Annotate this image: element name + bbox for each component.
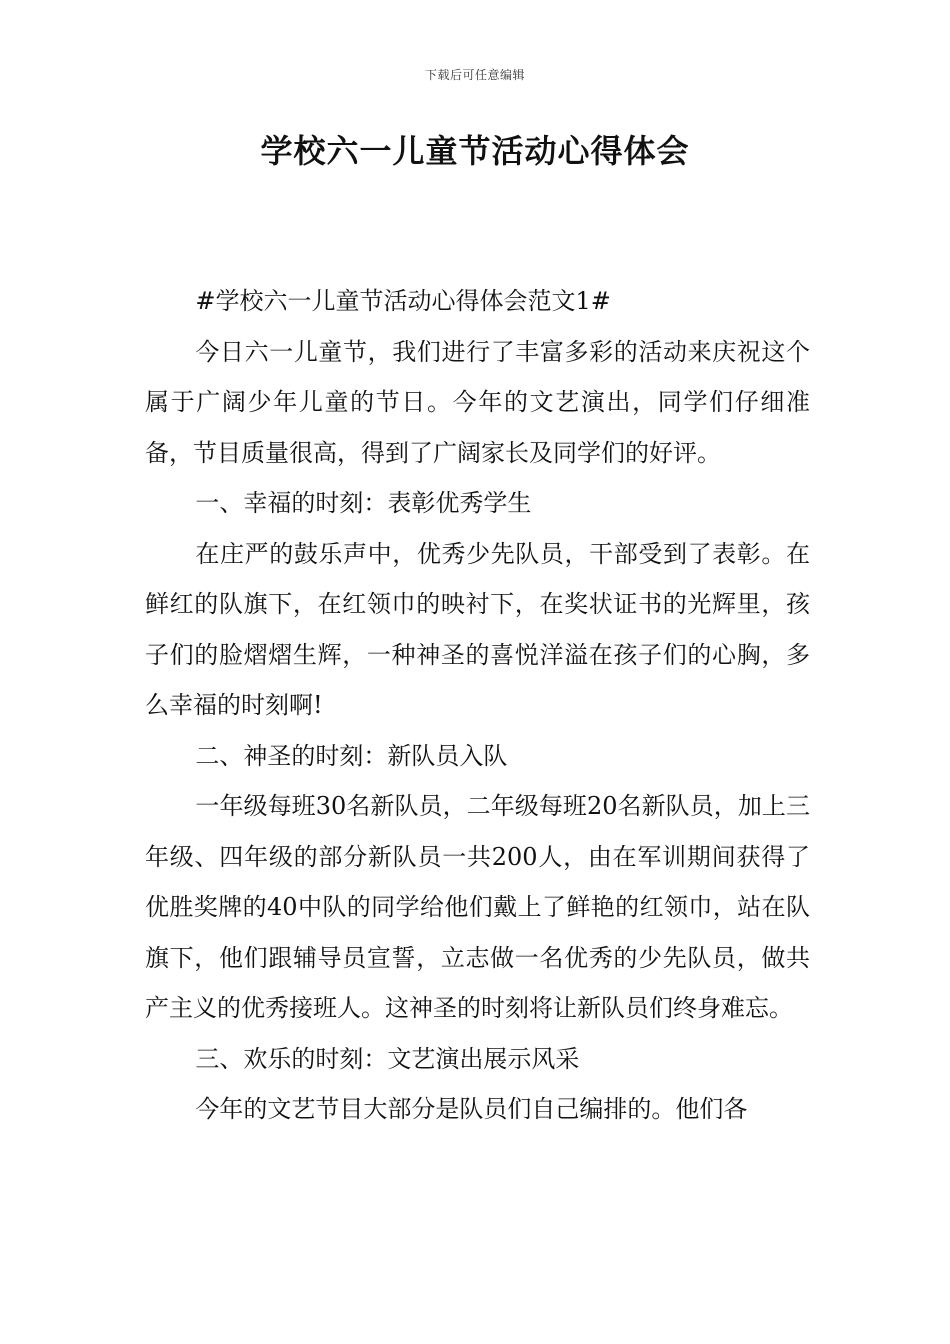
paragraph: 今日六一儿童节，我们进行了丰富多彩的活动来庆祝这个属于广阔少年儿童的节日。今年的文艺演出，同学们仔细准备，节目质量很高，得到了广阔家长及同学们的好评。 <box>145 337 810 467</box>
section-heading: 三、欢乐的时刻：文艺演出展示风采 <box>195 1044 580 1073</box>
paragraph: 一年级每班30名新队员，二年级每班20名新队员，加上三年级、四年级的部分新队员一共200人，由在军训期间获得了优胜奖牌的40中队的同学给他们戴上了鲜艳的红领巾，站在队旗下，他们跟辅导员宣誓，立志做一名优秀的少先队员，做共产主义的优秀接班人。这神圣的时刻将让新队员们终身难忘。 <box>145 792 810 1022</box>
section-heading: 一、幸福的时刻：表彰优秀学生 <box>195 489 532 517</box>
page-title: 学校六一儿童节活动心得体会 <box>260 132 690 170</box>
header-note: 下载后可任意编辑 <box>424 68 525 82</box>
paragraph-subtitle: #学校六一儿童节活动心得体会范文1# <box>195 287 611 315</box>
paragraph: 在庄严的鼓乐声中，优秀少先队员，干部受到了表彰。在鲜红的队旗下，在红领巾的映衬下，在奖状证书的光辉里，孩子们的脸熠熠生辉，一种神圣的喜悦洋溢在孩子们的心胸，多么幸福的时刻啊! <box>145 539 810 719</box>
document-body <box>145 276 810 1135</box>
section-heading: 二、神圣的时刻：新队员入队 <box>195 741 508 770</box>
paragraph: 今年的文艺节目大部分是队员们自己编排的。他们各 <box>195 1095 748 1123</box>
